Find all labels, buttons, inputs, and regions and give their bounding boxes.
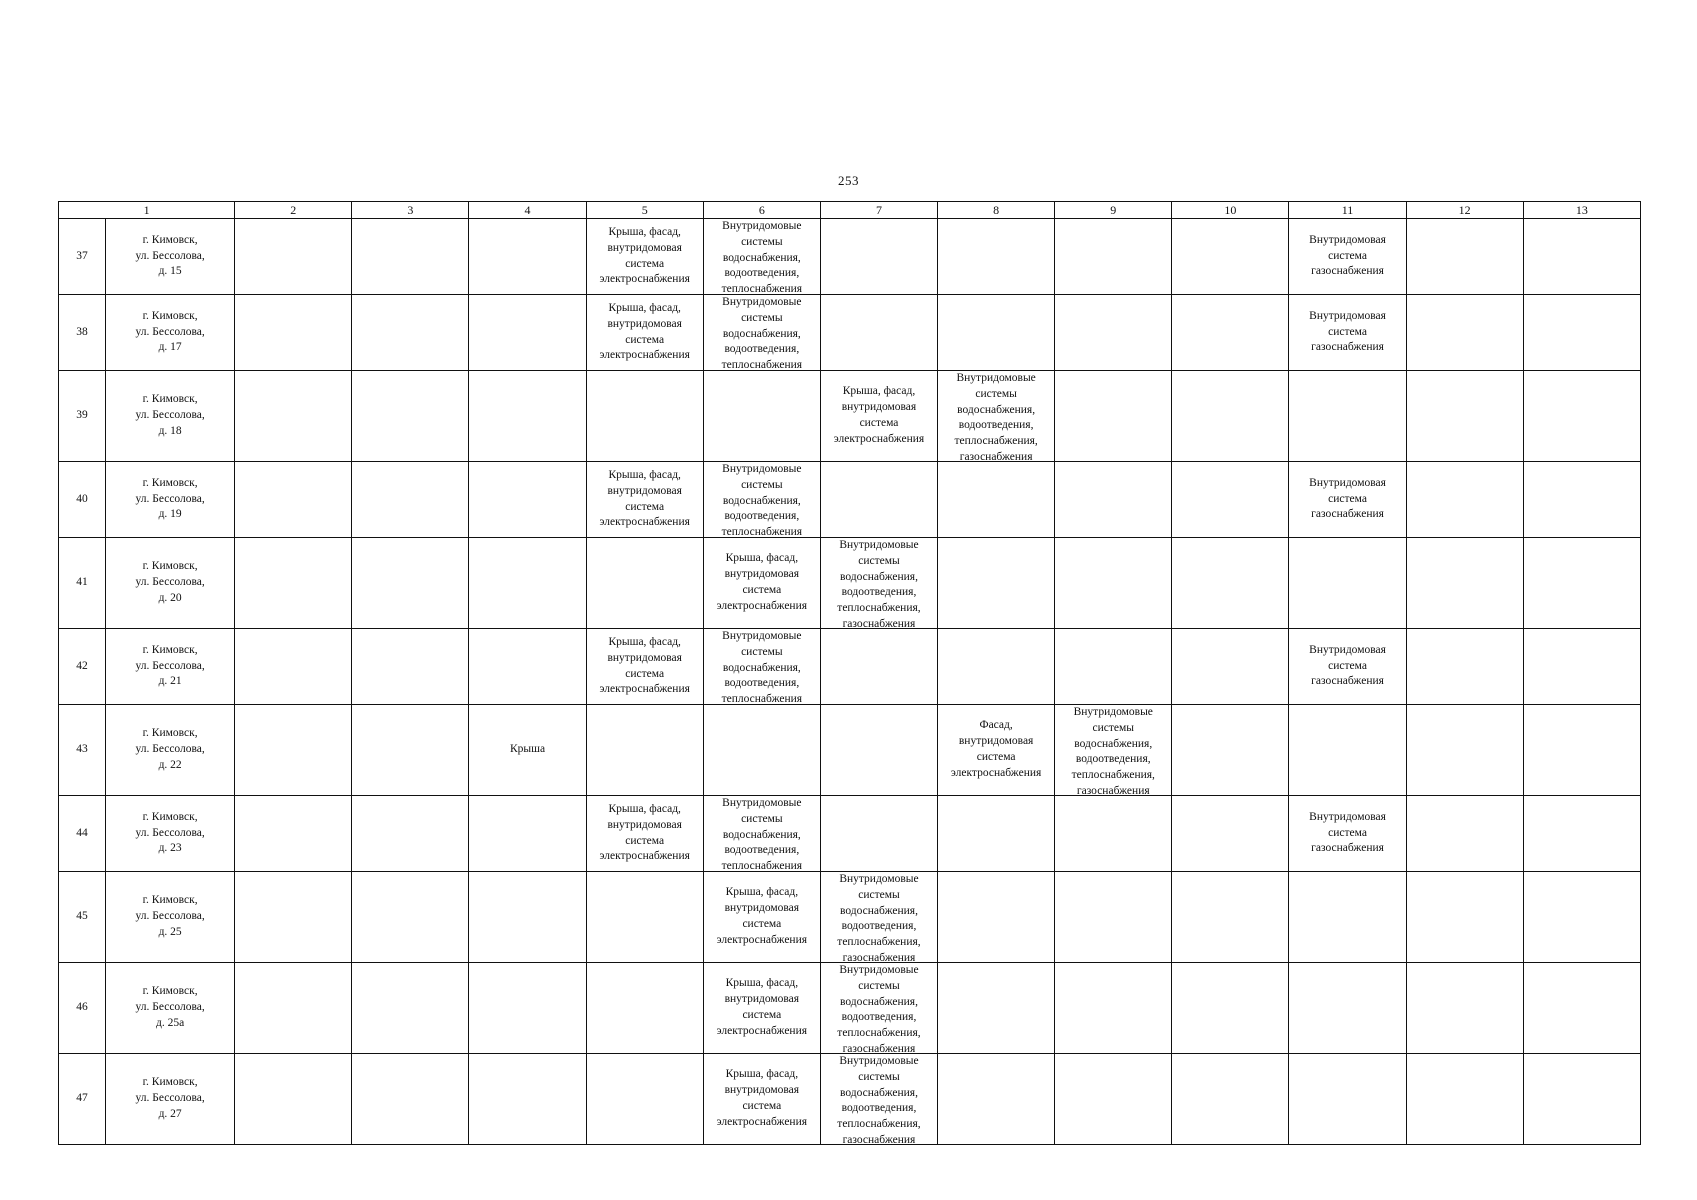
work-cell-col-9 — [1055, 629, 1172, 705]
cell-text: Внутридомовая система газоснабжения — [1309, 643, 1386, 688]
work-cell-col-10 — [1172, 295, 1289, 371]
table-row — [59, 705, 1641, 796]
cell-text: г. Кимовск, ул. Бессолова, д. 23 — [135, 810, 205, 855]
work-cell-col-2 — [235, 796, 352, 872]
work-cell-col-4 — [469, 295, 586, 371]
header-cell: 4 — [469, 202, 586, 219]
table-body — [59, 219, 1641, 1145]
header-cell: 11 — [1289, 202, 1406, 219]
header-cell: 7 — [820, 202, 937, 219]
work-cell-col-13 — [1523, 219, 1640, 295]
cell-text: 39 — [76, 409, 88, 422]
work-cell-col-13 — [1523, 462, 1640, 538]
work-cell-col-12 — [1406, 629, 1523, 705]
cell-text: Крыша, фасад, внутридомовая система электроснабжения — [833, 385, 925, 445]
cell-text: 37 — [76, 249, 88, 262]
row-number-cell — [59, 796, 106, 872]
work-cell-col-12 — [1406, 295, 1523, 371]
work-cell-col-7 — [820, 462, 937, 538]
table-row — [59, 462, 1641, 538]
work-cell-col-12 — [1406, 705, 1523, 796]
work-cell-col-9 — [1055, 462, 1172, 538]
work-cell-col-10 — [1172, 872, 1289, 963]
work-cell-col-13 — [1523, 371, 1640, 462]
row-number-cell — [59, 295, 106, 371]
cell-text: Крыша, фасад, внутридомовая система электроснабжения — [716, 886, 808, 946]
repair-schedule-table — [58, 201, 1641, 1145]
work-cell-col-5 — [586, 1054, 703, 1145]
work-cell-col-6 — [703, 219, 820, 295]
cell-text: Внутридомовые системы водоснабжения, водоотведения, теплоснабжения, газоснабжения — [954, 372, 1038, 461]
work-cell-col-9 — [1055, 963, 1172, 1054]
work-cell-col-7 — [820, 705, 937, 796]
row-number-cell — [59, 462, 106, 538]
cell-text: Внутридомовые системы водоснабжения, водоотведения, теплоснабжения — [721, 296, 803, 370]
cell-text: 41 — [76, 576, 88, 589]
work-cell-col-4 — [469, 963, 586, 1054]
work-cell-col-9 — [1055, 219, 1172, 295]
work-cell-col-6 — [703, 1054, 820, 1145]
work-cell-col-5 — [586, 872, 703, 963]
cell-text: Внутридомовые системы водоснабжения, водоотведения, теплоснабжения, газоснабжения — [1071, 706, 1155, 795]
cell-text: Внутридомовая система газоснабжения — [1309, 309, 1386, 354]
work-cell-col-8 — [938, 963, 1055, 1054]
work-cell-col-6 — [703, 705, 820, 796]
work-cell-col-4 — [469, 1054, 586, 1145]
work-cell-col-9 — [1055, 1054, 1172, 1145]
work-cell-col-7 — [820, 1054, 937, 1145]
cell-text: г. Кимовск, ул. Бессолова, д. 19 — [135, 476, 205, 521]
work-cell-col-12 — [1406, 462, 1523, 538]
work-cell-col-13 — [1523, 963, 1640, 1054]
work-cell-col-7 — [820, 371, 937, 462]
work-cell-col-9 — [1055, 371, 1172, 462]
cell-text: Крыша, фасад, внутридомовая система электроснабжения — [599, 802, 690, 863]
address-cell — [106, 796, 235, 872]
cell-text: Крыша, фасад, внутридомовая система электроснабжения — [599, 301, 690, 362]
address-cell — [106, 219, 235, 295]
work-cell-col-6 — [703, 963, 820, 1054]
cell-text: Внутридомовая система газоснабжения — [1309, 233, 1386, 278]
work-cell-col-8 — [938, 538, 1055, 629]
work-cell-col-4 — [469, 219, 586, 295]
work-cell-col-11 — [1289, 1054, 1406, 1145]
work-cell-col-11 — [1289, 796, 1406, 872]
work-cell-col-5 — [586, 219, 703, 295]
work-cell-col-10 — [1172, 796, 1289, 872]
work-cell-col-6 — [703, 295, 820, 371]
work-cell-col-5 — [586, 963, 703, 1054]
cell-text: Крыша, фасад, внутридомовая система электроснабжения — [716, 977, 808, 1037]
work-cell-col-11 — [1289, 462, 1406, 538]
page-number: 253 — [838, 173, 859, 188]
work-cell-col-3 — [352, 295, 469, 371]
table-row — [59, 963, 1641, 1054]
work-cell-col-6 — [703, 371, 820, 462]
cell-text: Крыша, фасад, внутридомовая система электроснабжения — [716, 552, 808, 612]
table-row — [59, 629, 1641, 705]
work-cell-col-2 — [235, 705, 352, 796]
work-cell-col-9 — [1055, 295, 1172, 371]
cell-text: Крыша, фасад, внутридомовая система электроснабжения — [716, 1068, 808, 1128]
work-cell-col-8 — [938, 872, 1055, 963]
work-cell-col-9 — [1055, 872, 1172, 963]
cell-text: 47 — [76, 1092, 88, 1105]
work-cell-col-12 — [1406, 371, 1523, 462]
work-cell-col-8 — [938, 462, 1055, 538]
work-cell-col-5 — [586, 705, 703, 796]
work-cell-col-7 — [820, 963, 937, 1054]
work-cell-col-10 — [1172, 462, 1289, 538]
table-row — [59, 796, 1641, 872]
work-cell-col-9 — [1055, 705, 1172, 796]
cell-text: Внутридомовые системы водоснабжения, водоотведения, теплоснабжения — [721, 463, 803, 537]
work-cell-col-2 — [235, 872, 352, 963]
work-cell-col-6 — [703, 872, 820, 963]
work-cell-col-11 — [1289, 371, 1406, 462]
address-cell — [106, 629, 235, 705]
work-cell-col-6 — [703, 629, 820, 705]
cell-text: 44 — [76, 826, 88, 839]
work-cell-col-11 — [1289, 629, 1406, 705]
work-cell-col-2 — [235, 219, 352, 295]
cell-text: Крыша, фасад, внутридомовая система электроснабжения — [599, 635, 690, 696]
work-cell-col-2 — [235, 963, 352, 1054]
work-cell-col-10 — [1172, 219, 1289, 295]
work-cell-col-7 — [820, 219, 937, 295]
row-number-cell — [59, 963, 106, 1054]
address-cell — [106, 705, 235, 796]
table-row — [59, 295, 1641, 371]
work-cell-col-11 — [1289, 538, 1406, 629]
work-cell-col-5 — [586, 629, 703, 705]
cell-text: Внутридомовые системы водоснабжения, водоотведения, теплоснабжения, газоснабжения — [837, 964, 921, 1053]
row-number-cell — [59, 872, 106, 963]
work-cell-col-7 — [820, 796, 937, 872]
work-cell-col-4 — [469, 705, 586, 796]
header-cell: 12 — [1406, 202, 1523, 219]
work-cell-col-4 — [469, 629, 586, 705]
work-cell-col-4 — [469, 462, 586, 538]
cell-text: 45 — [76, 910, 88, 923]
work-cell-col-8 — [938, 371, 1055, 462]
row-number-cell — [59, 705, 106, 796]
work-cell-col-11 — [1289, 872, 1406, 963]
work-cell-col-7 — [820, 872, 937, 963]
address-cell — [106, 538, 235, 629]
table-row — [59, 1054, 1641, 1145]
work-cell-col-2 — [235, 295, 352, 371]
work-cell-col-3 — [352, 796, 469, 872]
work-cell-col-13 — [1523, 872, 1640, 963]
work-cell-col-8 — [938, 295, 1055, 371]
work-cell-col-5 — [586, 462, 703, 538]
table-row — [59, 371, 1641, 462]
cell-text: г. Кимовск, ул. Бессолова, д. 21 — [135, 643, 205, 688]
cell-text: Крыша, фасад, внутридомовая система электроснабжения — [599, 225, 690, 286]
header-cell: 5 — [586, 202, 703, 219]
row-number-cell — [59, 371, 106, 462]
address-cell — [106, 1054, 235, 1145]
work-cell-col-6 — [703, 796, 820, 872]
cell-text: г. Кимовск, ул. Бессолова, д. 20 — [135, 560, 205, 604]
work-cell-col-3 — [352, 538, 469, 629]
header-cell: 9 — [1055, 202, 1172, 219]
cell-text: г. Кимовск, ул. Бессолова, д. 17 — [135, 309, 205, 354]
work-cell-col-4 — [469, 872, 586, 963]
cell-text: Фасад, внутридомовая система электроснабжения — [950, 719, 1042, 779]
cell-text: Внутридомовые системы водоснабжения, водоотведения, теплоснабжения — [721, 220, 803, 294]
work-cell-col-6 — [703, 538, 820, 629]
work-cell-col-13 — [1523, 796, 1640, 872]
header-cell: 2 — [235, 202, 352, 219]
work-cell-col-12 — [1406, 219, 1523, 295]
cell-text: 43 — [76, 743, 88, 756]
header-cell: 6 — [703, 202, 820, 219]
cell-text: Внутридомовые системы водоснабжения, водоотведения, теплоснабжения, газоснабжения — [837, 1055, 921, 1144]
work-cell-col-3 — [352, 219, 469, 295]
cell-text: 38 — [76, 325, 88, 338]
work-cell-col-10 — [1172, 1054, 1289, 1145]
row-number-cell — [59, 1054, 106, 1145]
work-cell-col-5 — [586, 371, 703, 462]
work-cell-col-12 — [1406, 796, 1523, 872]
work-cell-col-7 — [820, 629, 937, 705]
work-cell-col-2 — [235, 1054, 352, 1145]
work-cell-col-3 — [352, 371, 469, 462]
cell-text: г. Кимовск, ул. Бессолова, д. 15 — [135, 233, 205, 278]
header-cell: 13 — [1523, 202, 1640, 219]
work-cell-col-12 — [1406, 538, 1523, 629]
cell-text: г. Кимовск, ул. Бессолова, д. 18 — [135, 393, 205, 437]
cell-text: Внутридомовая система газоснабжения — [1309, 810, 1386, 855]
cell-text: г. Кимовск, ул. Бессолова, д. 22 — [135, 727, 205, 771]
work-cell-col-5 — [586, 538, 703, 629]
work-cell-col-3 — [352, 1054, 469, 1145]
work-cell-col-10 — [1172, 963, 1289, 1054]
header-cell: 3 — [352, 202, 469, 219]
work-cell-col-8 — [938, 796, 1055, 872]
work-cell-col-2 — [235, 462, 352, 538]
work-cell-col-13 — [1523, 1054, 1640, 1145]
row-number-cell — [59, 629, 106, 705]
work-cell-col-3 — [352, 963, 469, 1054]
address-cell — [106, 462, 235, 538]
header-cell: 10 — [1172, 202, 1289, 219]
header-cell: 1 — [59, 202, 235, 219]
work-cell-col-13 — [1523, 538, 1640, 629]
work-cell-col-12 — [1406, 872, 1523, 963]
work-cell-col-4 — [469, 796, 586, 872]
work-cell-col-3 — [352, 872, 469, 963]
work-cell-col-11 — [1289, 963, 1406, 1054]
work-cell-col-2 — [235, 629, 352, 705]
work-cell-col-7 — [820, 538, 937, 629]
work-cell-col-13 — [1523, 629, 1640, 705]
work-cell-col-10 — [1172, 629, 1289, 705]
header-row — [59, 202, 1641, 219]
work-cell-col-6 — [703, 462, 820, 538]
row-number-cell — [59, 219, 106, 295]
work-cell-col-5 — [586, 796, 703, 872]
work-cell-col-8 — [938, 1054, 1055, 1145]
address-cell — [106, 963, 235, 1054]
work-cell-col-9 — [1055, 538, 1172, 629]
table-header — [59, 202, 1641, 219]
address-cell — [106, 872, 235, 963]
work-cell-col-4 — [469, 371, 586, 462]
cell-text: 46 — [76, 1001, 88, 1014]
work-cell-col-11 — [1289, 219, 1406, 295]
work-cell-col-2 — [235, 538, 352, 629]
cell-text: г. Кимовск, ул. Бессолова, д. 27 — [135, 1076, 205, 1120]
cell-text: 42 — [76, 659, 88, 672]
work-cell-col-12 — [1406, 1054, 1523, 1145]
cell-text: г. Кимовск, ул. Бессолова, д. 25 — [135, 894, 205, 938]
cell-text: Внутридомовые системы водоснабжения, водоотведения, теплоснабжения — [721, 630, 803, 704]
cell-text: Крыша — [510, 743, 546, 756]
work-cell-col-8 — [938, 629, 1055, 705]
work-cell-col-9 — [1055, 796, 1172, 872]
address-cell — [106, 295, 235, 371]
cell-text: г. Кимовск, ул. Бессолова, д. 25а — [135, 985, 205, 1029]
table-row — [59, 538, 1641, 629]
header-cell: 8 — [938, 202, 1055, 219]
work-cell-col-10 — [1172, 705, 1289, 796]
table-row — [59, 219, 1641, 295]
work-cell-col-12 — [1406, 963, 1523, 1054]
work-cell-col-13 — [1523, 705, 1640, 796]
work-cell-col-4 — [469, 538, 586, 629]
cell-text: 40 — [76, 492, 88, 505]
work-cell-col-3 — [352, 705, 469, 796]
work-cell-col-5 — [586, 295, 703, 371]
work-cell-col-13 — [1523, 295, 1640, 371]
work-cell-col-10 — [1172, 538, 1289, 629]
cell-text: Внутридомовая система газоснабжения — [1309, 476, 1386, 521]
work-cell-col-11 — [1289, 295, 1406, 371]
cell-text: Внутридомовые системы водоснабжения, водоотведения, теплоснабжения, газоснабжения — [837, 539, 921, 628]
work-cell-col-7 — [820, 295, 937, 371]
work-cell-col-8 — [938, 219, 1055, 295]
address-cell — [106, 371, 235, 462]
work-cell-col-10 — [1172, 371, 1289, 462]
work-cell-col-8 — [938, 705, 1055, 796]
work-cell-col-11 — [1289, 705, 1406, 796]
work-cell-col-3 — [352, 462, 469, 538]
cell-text: Внутридомовые системы водоснабжения, водоотведения, теплоснабжения, газоснабжения — [837, 873, 921, 962]
row-number-cell — [59, 538, 106, 629]
work-cell-col-3 — [352, 629, 469, 705]
table-row — [59, 872, 1641, 963]
work-cell-col-2 — [235, 371, 352, 462]
cell-text: Внутридомовые системы водоснабжения, водоотведения, теплоснабжения — [721, 797, 803, 871]
cell-text: Крыша, фасад, внутридомовая система электроснабжения — [599, 468, 690, 529]
